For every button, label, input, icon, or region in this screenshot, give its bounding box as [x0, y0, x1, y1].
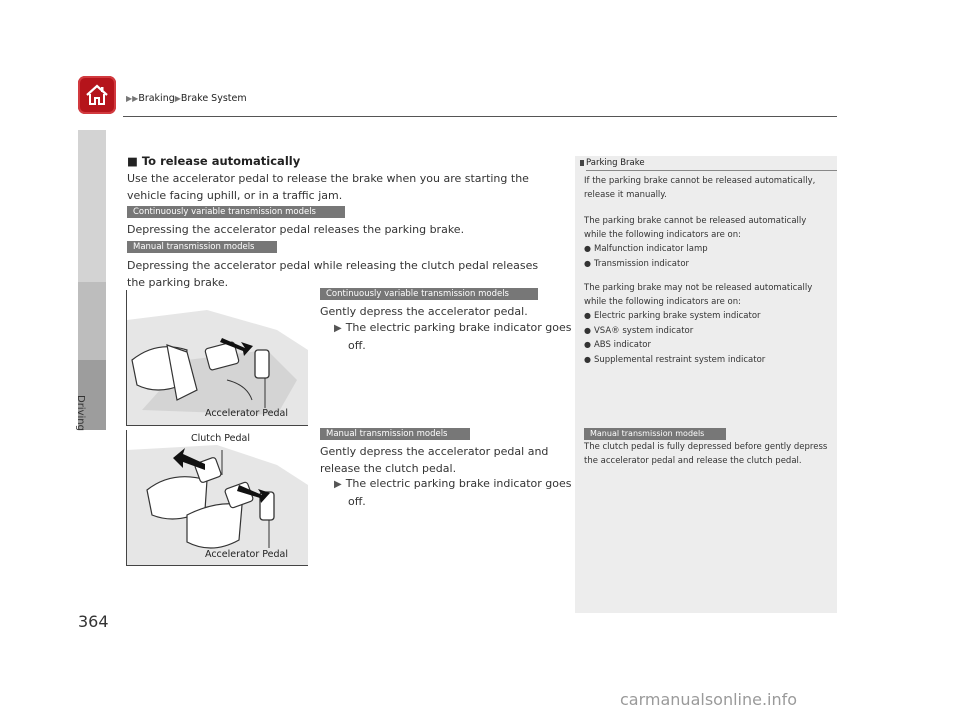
- side-tab-label: Driving: [75, 395, 86, 431]
- sidebar-note-3-text: The parking brake may not be released automatically while the following indicators are on:: [584, 283, 813, 307]
- mt-paragraph: Depressing the accelerator pedal while releasing the clutch pedal releases the parking brake.: [127, 259, 539, 289]
- list-item: ● VSA® system indicator: [584, 324, 830, 339]
- header-divider: [123, 116, 837, 117]
- clutch-pedal-label: Clutch Pedal: [191, 433, 251, 444]
- section-heading: ■ To release automatically: [127, 154, 301, 168]
- home-button[interactable]: [78, 76, 116, 114]
- breadcrumb-arrow-icon: ▶: [174, 94, 181, 103]
- list-item: ● Transmission indicator: [584, 257, 830, 272]
- sidebar-note-1: If the parking brake cannot be released automatically, release it manually.: [584, 176, 816, 200]
- cvt-paragraph: Depressing the accelerator pedal releases the parking brake.: [127, 223, 465, 236]
- side-tab-decoration: [78, 130, 106, 282]
- cvt-step-instruction: Gently depress the accelerator pedal.: [320, 305, 528, 318]
- mt-pedal-figure: [126, 430, 308, 566]
- result-arrow-icon: ▶: [334, 479, 342, 490]
- sidebar-note-3: [584, 282, 830, 367]
- accelerator-pedal-label: Accelerator Pedal: [205, 549, 289, 560]
- side-tab-decoration: [78, 282, 106, 360]
- accelerator-pedal-label: Accelerator Pedal: [205, 408, 289, 419]
- note-marker-icon: [580, 160, 584, 166]
- mt-step-result: [332, 475, 576, 510]
- result-arrow-icon: ▶: [334, 323, 342, 334]
- watermark: carmanualsonline.info: [620, 690, 798, 709]
- mt-step-badge: Manual transmission models: [320, 428, 470, 440]
- cvt-pedal-figure: [126, 290, 308, 426]
- sidebar-mt-badge: Manual transmission models: [584, 428, 726, 440]
- breadcrumb-arrow-icon: ▶▶: [126, 94, 139, 103]
- sidebar-list-2: [584, 309, 830, 367]
- mt-step-result-text: The electric parking brake indicator goes off.: [345, 477, 572, 508]
- breadcrumb-item-braking[interactable]: Braking: [138, 93, 175, 104]
- sidebar-divider: [586, 170, 837, 171]
- page-number: 364: [78, 612, 109, 631]
- list-item: ● Supplemental restraint system indicator: [584, 353, 830, 368]
- mt-step-instruction: Gently depress the accelerator pedal and release the clutch pedal.: [320, 445, 549, 475]
- sidebar-note-2-text: The parking brake cannot be released automatically while the following indicators are on:: [584, 216, 807, 240]
- list-item: ● Malfunction indicator lamp: [584, 242, 830, 257]
- home-icon: [84, 82, 110, 108]
- list-item: ● ABS indicator: [584, 338, 830, 353]
- sidebar-title: Parking Brake: [586, 158, 645, 168]
- cvt-step-result-text: The electric parking brake indicator goes off.: [345, 321, 572, 352]
- breadcrumb-item-brake-system[interactable]: Brake System: [180, 93, 247, 104]
- breadcrumb: [126, 93, 247, 104]
- cvt-step-result: [332, 319, 576, 354]
- cvt-models-badge: Continuously variable transmission models: [127, 206, 345, 218]
- list-item: ● Electric parking brake system indicator: [584, 309, 830, 324]
- intro-paragraph: Use the accelerator pedal to release the brake when you are starting the vehicle facing uphill, or in a traffic jam.: [127, 172, 529, 202]
- sidebar-note-4: The clutch pedal is fully depressed before gently depress the accelerator pedal and release the clutch pedal.: [584, 442, 828, 466]
- sidebar-list-1: [584, 242, 830, 271]
- sidebar-note-2: [584, 215, 830, 271]
- cvt-step-badge: Continuously variable transmission models: [320, 288, 538, 300]
- mt-models-badge: Manual transmission models: [127, 241, 277, 253]
